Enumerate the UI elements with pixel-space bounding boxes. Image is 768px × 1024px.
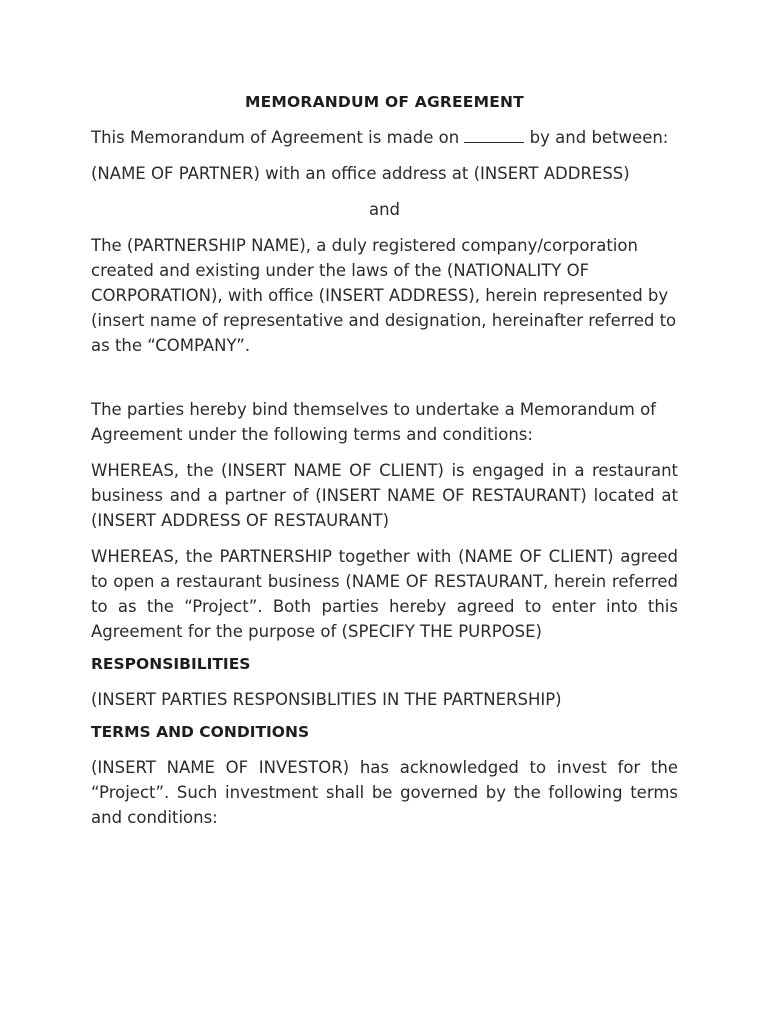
company-paragraph: The (PARTNERSHIP NAME), a duly registered company/corporation created and existing under the laws of the (NATIONALITY OF CORPORATION), with office (INSERT ADDRESS), herein represented by (insert name of representative and designation, hereinafter referred to as the “COMPANY”. <box>91 236 677 355</box>
and-word: and <box>368 200 401 219</box>
partner-line: (NAME OF PARTNER) with an office address at (INSERT ADDRESS) <box>91 164 630 183</box>
intro-text-end: by and between: <box>524 128 669 147</box>
document-page <box>91 93 678 841</box>
responsibilities-heading: RESPONSIBILITIES <box>91 655 251 673</box>
terms-heading: TERMS AND CONDITIONS <box>91 723 310 741</box>
responsibilities-text: (INSERT PARTIES RESPONSIBLITIES IN THE PARTNERSHIP) <box>91 690 562 709</box>
intro-paragraph <box>91 125 678 150</box>
terms-text: (INSERT NAME OF INVESTOR) has acknowledged to invest for the “Project”. Such investment shall be governed by the following terms and conditions: <box>91 758 678 827</box>
document-title: MEMORANDUM OF AGREEMENT <box>245 93 524 111</box>
intro-text-start: This Memorandum of Agreement is made on <box>91 128 465 147</box>
date-blank-line <box>464 128 524 143</box>
spacer <box>91 369 678 397</box>
whereas-clause-1: WHEREAS, the (INSERT NAME OF CLIENT) is engaged in a restaurant business and a partner of (INSERT NAME OF RESTAURANT) located at (INSERT ADDRESS OF RESTAURANT) <box>91 461 678 530</box>
parties-paragraph: The parties hereby bind themselves to undertake a Memorandum of Agreement under the following terms and conditions: <box>91 400 656 444</box>
whereas-clause-2: WHEREAS, the PARTNERSHIP together with (NAME OF CLIENT) agreed to open a restaurant business (NAME OF RESTAURANT, herein referred to as the “Project”. Both parties hereby agreed to enter into this Agreement for the purpose of (SPECIFY THE PURPOSE) <box>91 547 678 641</box>
